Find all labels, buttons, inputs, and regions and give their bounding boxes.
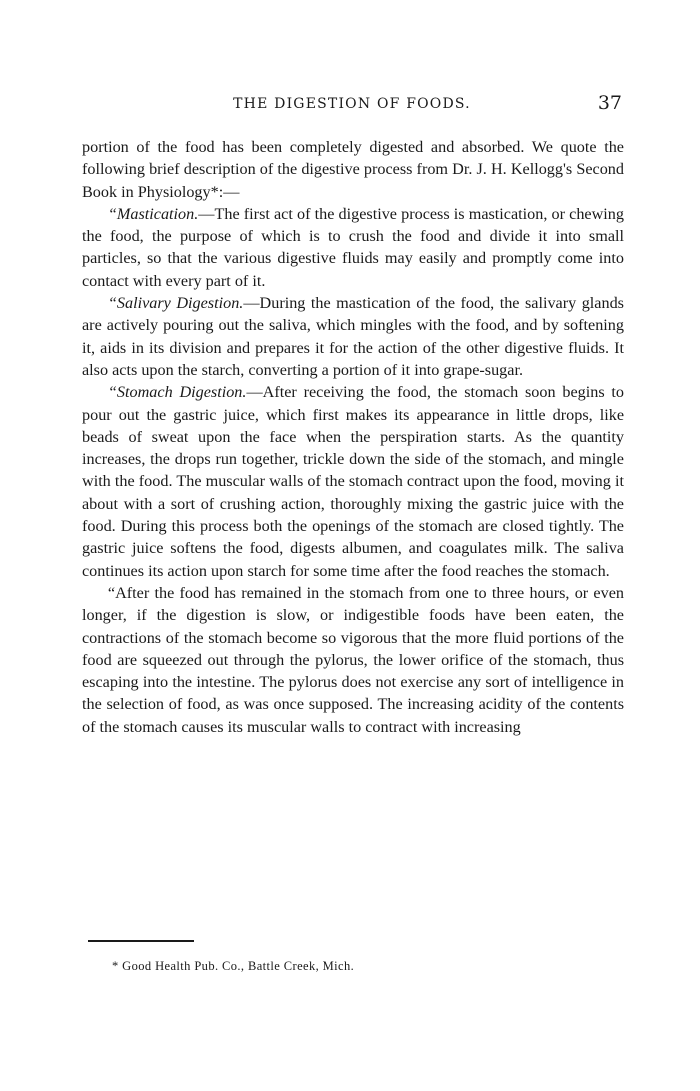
paragraph-mastication-body: —The first act of the digestive process is mastication, or chewing the food, the purpose of which is to crush the food and divide it into small particles, so that the various digestive fluids may easily and promptly come into contact with every part of it. <box>82 204 624 290</box>
paragraph-pylorus: “After the food has remained in the stomach from one to three hours, or even longer, if the digestion is slow, or indigestible foods have been eaten, the contractions of the stomach become so vigorous that the more fluid portions of the food are squeezed out through the pylorus, the lower orifice of the stomach, thus escaping into the intestine. The pylorus does not exercise any sort of intelligence in the selection of food, as was once supposed. The increasing acidity of the contents of the stomach causes its muscular walls to contract with increasing <box>82 583 624 736</box>
paragraph-stomach-digestion <box>82 381 624 582</box>
paragraph-salivary-digestion-body: —During the mastication of the food, the salivary glands are actively pouring out the saliva, which mingles with the food, and by softening it, aids in its division and prepares it for the action of the other digestive fluids. It also acts upon the starch, converting a portion of it into grape-sugar. <box>82 294 624 379</box>
paragraph-salivary-digestion <box>82 292 624 381</box>
footnote: * Good Health Pub. Co., Battle Creek, Mich. <box>112 959 355 973</box>
section-lead-mastication: “Mastication. <box>107 204 199 223</box>
running-head: THE DIGESTION OF FOODS. <box>233 96 471 112</box>
page-header <box>82 92 622 118</box>
section-lead-stomach-digestion: “Stomach Digestion. <box>107 383 247 402</box>
footnote-rule <box>88 940 194 942</box>
paragraph-continuation: portion of the food has been completely digested and absorbed. We quote the following brief description of the digestive process from Dr. J. H. Kellogg's Second Book in Physiology*:— <box>82 138 624 201</box>
paragraph-stomach-digestion-body: —After receiving the food, the stomach soon begins to pour out the gastric juice, which first makes its appearance in little drops, like beads of sweat upon the face when the perspiration starts. As the quantity increases, the drops run together, trickle down the side of the stomach, and mingle with the food. The muscular walls of the stomach contract upon the food, moving it about with a sort of crushing action, thoroughly mixing the gastric juice with the food. During this process both the openings of the stomach are closed tightly. The gastric juice softens the food, digests albumen, and coagulates milk. The saliva continues its action upon starch for some time after the food reaches the stomach. <box>82 383 624 580</box>
paragraph-mastication <box>82 203 624 292</box>
body-text <box>82 136 624 738</box>
section-lead-salivary-digestion: “Salivary Digestion. <box>107 294 244 313</box>
page-number: 37 <box>597 92 622 114</box>
